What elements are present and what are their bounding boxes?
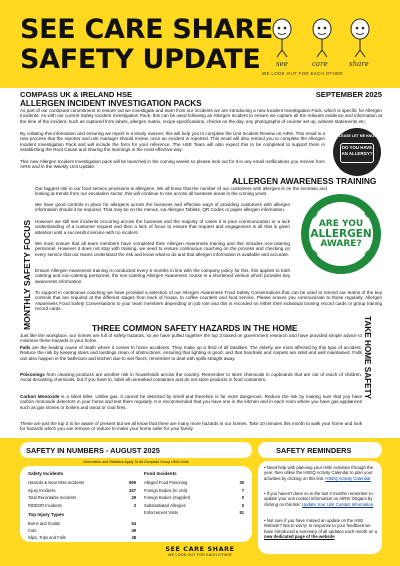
carbon-monoxide-text: is a silent killer. Unlike gas, it cannot be detected by smell and therefore is far more dangerous. Reduce the risk by making sure that you have carbon monoxide detectors in your home and test them regularly. It is recommended that you have one in the kitchen and in each room where you have gas appliances such as gas stoves or boilers and wood or coal fires.	[20, 394, 363, 410]
issue-date: SEPTEMBER 2025	[315, 90, 382, 99]
allergy-badge	[333, 128, 381, 176]
awareness-paragraph-2: We have good controls in place for allergens across the business and effective ways of providing customers with allergen information should it be required. That may be on the menus, via Allergen Tablets, QR Codes or paper allergen information.	[35, 202, 290, 213]
footer-tagline: WE LOOK OUT FOR EACH OTHER	[168, 553, 232, 557]
table-row: Foreign Bodies (Supplier) 0	[144, 495, 244, 500]
carbon-monoxide-label: Carbon Monoxide	[20, 394, 60, 399]
sign-line-2: ALLERGEN	[310, 228, 372, 240]
badge-top-text: PLEASE LET ME KNOW	[336, 134, 378, 138]
table-row: Burns and Scalds 54	[28, 521, 136, 526]
table-row: Slips, Trips and Falls 48	[28, 535, 136, 540]
awareness-paragraph-1: Our biggest risk in our food service provisions is allergens. We all know that the number of our customers with allergies is on the increase and looking at trends from our escalation sector, this will continue to rise across all business areas in the coming years.	[35, 186, 327, 197]
hazard-falls	[20, 345, 362, 361]
numbers-table	[20, 466, 252, 542]
header-tagline: WE LOOK OUT FOR EACH OTHER	[262, 71, 343, 76]
care-mascot-icon	[310, 18, 334, 58]
website-updates-link[interactable]: new dedicated page of the website	[264, 533, 335, 539]
poisonings-text: from cleaning products are another risk in households across the country. Remember to store chemicals in cupboards that are out of reach of children. Avoid decanting chemicals, but if you have to, label all unmarked containers and do not store products in food containers.	[20, 372, 362, 383]
awareness-paragraph-6: To support in continuous coaching we have provided a selection of our Allergen Awareness Food Safety Conversations that can be used to remind our teams of the key controls that are required at the different stages from back of house, to coffee counters and food service. Please ensure you communicate to these regularly. Allergen Awareness Food Safety Conversations to your team members depending on job role and this is recorded on either their individual training record cards or group training record cards.	[35, 290, 382, 312]
food-incidents-header: Food Incidents	[144, 471, 177, 476]
table-row: RIDDOR Incidents 3	[28, 502, 136, 508]
table-row: Injury Incidents 247	[28, 487, 136, 493]
org-date-bar	[20, 88, 382, 99]
numbers-heading: SAFETY IN NUMBERS - AUGUST 2025	[26, 446, 160, 455]
hazard-carbon-monoxide	[20, 394, 362, 410]
table-row: Cuts 49	[28, 528, 136, 533]
reminders-box	[258, 461, 382, 554]
falls-text: are the leading cause of death where it comes to home accidents. They make up a third of all fatalities. The elderly are most affected by this type of accident. Reduce the risk by keeping stairs and landings clean of obstructions, ensuring that lighting is good, and that handrails and carpets are solid and well maintained. Falls can also happen in the bathroom and kitchen due to wet floors; remember to deal with spills straight away.	[20, 345, 362, 361]
investigation-paragraph-3: This new Allergen Incident Investigation pack will be launched in the coming weeks so please look out for it in any email notifications you receive from AIRS and in the Weekly Unit Update.	[20, 159, 325, 170]
hseq-calendar-link[interactable]: HSEQ Activity Calendar	[325, 475, 371, 481]
sign-line-1: ARE YOU	[318, 219, 364, 229]
table-row: Substantiated Allergies 0	[144, 502, 244, 508]
badge-main-text: DO YOU HAVE AN ALLERGY?	[340, 143, 374, 163]
table-row: Alleged Food Poisoning 30	[144, 480, 244, 485]
mascot-label-see: see	[276, 60, 288, 68]
table-row: Hazards & Near Miss Incidents 699	[28, 480, 136, 485]
title-line2: SAFETY UPDATE	[20, 44, 261, 75]
mascot-label-share: share	[349, 60, 369, 68]
poisonings-label: Poisonings	[20, 372, 45, 377]
awareness-paragraph-4: We must ensure that all team members have completed their Allergen Awareness training and this includes non-catering personnel. However it does not stop with training, we need to ensure continuous coaching on the process and checking on every service that our teams understand the risk and know what to do and that allergen information is available and accurate.	[35, 241, 290, 257]
reminder-item: • If you haven't done so in the last 3 months remember to update your unit contact information on AIRS/ Origami by clicking on this link: Update Your Unit Contact Information	[264, 491, 374, 507]
investigation-paragraph-2: By collating this information and ensuring we report in a timely manner, this will help you to complete the Unit Incident Review on AIRS. This email is a new process that the reporter and unit manager should review, once an incident is reported. This email will also remind you to complete the Allergen Incident Investigation Pack and will include the form for your reference. The HSE Team will also expect this to be completed to support them in establishing the Root Cause and sharing the learnings in the most effective way.	[20, 131, 325, 153]
injury-types-header: Top Injury Types	[28, 512, 65, 517]
falls-label: Falls	[20, 345, 31, 350]
numbers-note: Information and Statistics Apply To All Compass Group UK&I Units	[83, 460, 189, 464]
unit-contact-link[interactable]: Update Your Unit Contact Information	[301, 501, 374, 507]
table-row: Enforcement Visits 81	[144, 510, 244, 515]
reminder-item: • Not sure if you have missed an update on the HSE Website? Not to worry! In response to your feedback we have introduced a summary of all updates each month on a new dedicated page of the website	[264, 518, 377, 539]
table-row: Total Recordable Incidents 29	[28, 495, 136, 500]
table-row: Foreign Bodies (In Unit) 7	[144, 487, 244, 493]
reminder-item: • Need help with planning your HSE Activities through the year, then utilise the HSEQ Activity Calendar to plan your activities by clicking on this link: HSEQ Activity Calendar	[264, 465, 373, 481]
title-line1: SEE CARE SHARE	[20, 14, 274, 45]
take-home-label: TAKE HOME SAFETY	[363, 316, 372, 400]
mascot-label-care: care	[312, 60, 328, 68]
monthly-focus-label: MONTHLY SAFETY FOCUS	[22, 219, 32, 330]
awareness-paragraph-3: However we still see incidents occurring across the business and the majority of cases it is poor communication or a lack understanding of a customer request and then a lack of focus to ensure that request and engagement is all that is given attention until a successful service with no incident.	[35, 219, 290, 235]
awareness-paragraph-5: Ensure Allergen Awareness training is conducted every 6 months in line with the company policy for this, this applies to both catering and non-catering personnel, the non-catering Allergen Awareness course is a shortened version which provides key awareness information.	[35, 268, 290, 284]
awareness-heading: ALLERGEN AWARENESS TRAINING	[232, 176, 377, 186]
footer-logo-text: SEE CARE SHARE	[165, 545, 235, 553]
hazards-closing: These are just the top 3 to be aware of present but we all know that there are many more hazards in our homes. Take 10 minutes this month to walk your home and look for hazards which you can remove or reduce to make your home safer for your family.	[20, 421, 362, 432]
reminders-heading: SAFETY REMINDERS	[276, 446, 352, 455]
mascot-group	[262, 18, 382, 78]
share-mascot-icon	[348, 18, 372, 58]
investigation-heading: ALLERGEN INCIDENT INVESTIGATION PACKS	[20, 99, 202, 108]
org-name: COMPASS UK & IRELAND HSE	[20, 90, 133, 99]
safety-incidents-header: Safety Incidents	[28, 471, 64, 476]
hazard-poisonings	[20, 372, 362, 383]
see-mascot-icon	[270, 18, 294, 58]
allergen-sign-text	[300, 219, 382, 249]
sign-line-3: AWARE?	[320, 239, 362, 249]
investigation-paragraph-1: As part of our continued commitment to ensure out we investigate and learn from our incidents we are introducing a new Incident Investigation Pack, which is specific for Allergen Incidents. As with our current Safety Incident Investigation Pack, this can be used following an Allergen Incident to ensure we capture all the relevant evidence and information at the time of the incident, such as captured from labels, allergen matrix, recipe specifications, checks on the day, any photographs of counter set up, witness statements etc.	[20, 108, 382, 124]
footer-logo	[160, 545, 240, 557]
hazards-heading: THREE COMMON SAFETY HAZARDS IN THE HOME	[92, 323, 298, 333]
hazards-intro: Just like the workplace, our homes are full of safety hazards, so we have pulled together the top 3 based on government research and have provided simple advice to minimise these hazards in your home.	[20, 333, 362, 344]
